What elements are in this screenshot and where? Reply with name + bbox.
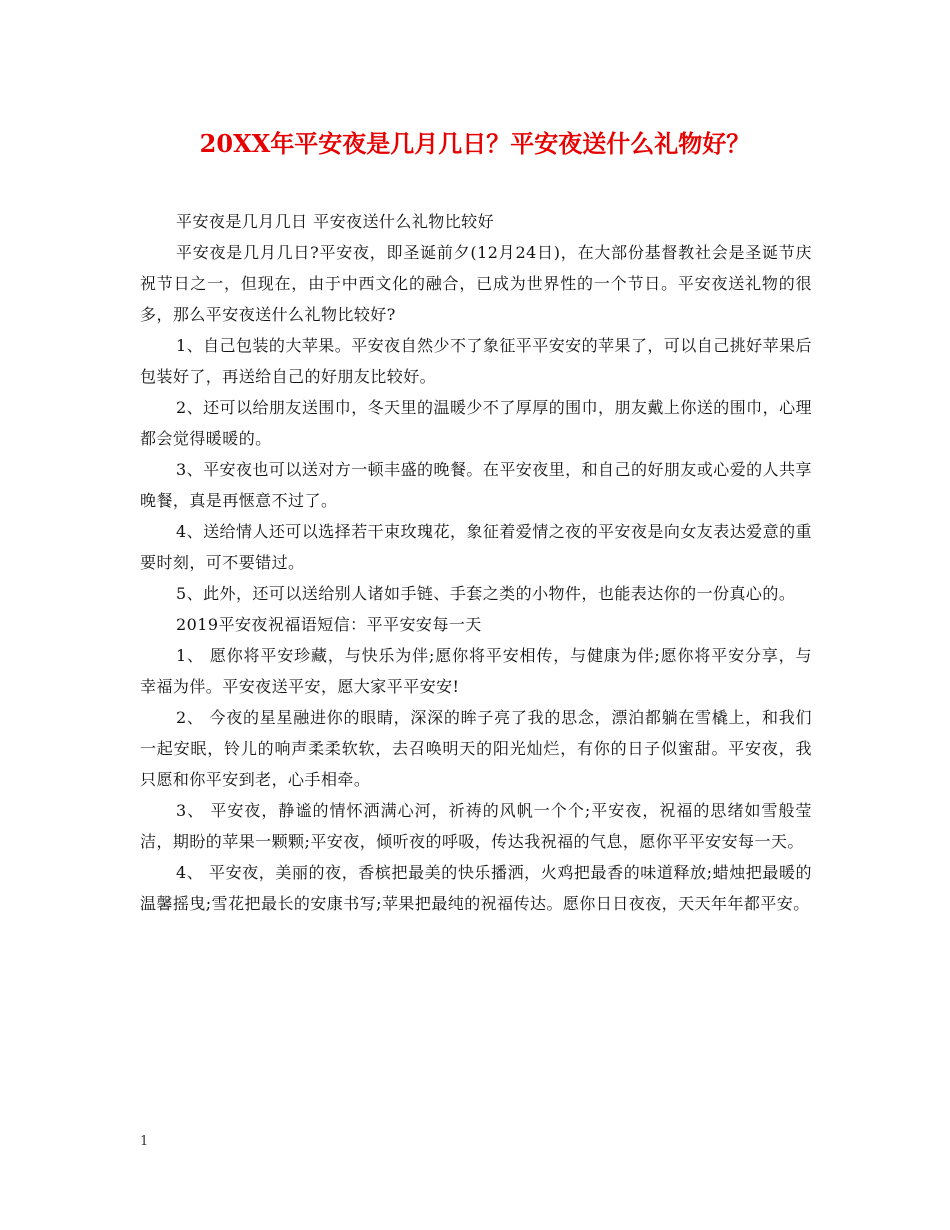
paragraph-wish-1: 1、 愿你将平安珍藏，与快乐为伴;愿你将平安相传，与健康为伴;愿你将平安分享，与幸福为伴。平安夜送平安，愿大家平平安安! bbox=[140, 646, 812, 696]
paragraph-subtitle: 平安夜是几月几日 平安夜送什么礼物比较好 bbox=[176, 212, 495, 231]
document-body bbox=[140, 206, 812, 919]
paragraph-gift-4: 4、送给情人还可以选择若干束玫瑰花，象征着爱情之夜的平安夜是向女友表达爱意的重要时刻，可不要错过。 bbox=[140, 522, 812, 572]
paragraph-intro: 平安夜是几月几日?平安夜，即圣诞前夕(12月24日)，在大部份基督教社会是圣诞节庆祝节日之一，但现在，由于中西文化的融合，已成为世界性的一个节日。平安夜送礼物的很多，那么平安夜送什么礼物比较好? bbox=[140, 243, 812, 324]
paragraph-wish-4: 4、 平安夜，美丽的夜，香槟把最美的快乐播洒，火鸡把最香的味道释放;蜡烛把最暖的温馨摇曳;雪花把最长的安康书写;苹果把最纯的祝福传达。愿你日日夜夜，天天年年都平安。 bbox=[140, 863, 812, 913]
document-title: 20XX年平安夜是几月几日？平安夜送什么礼物好？ bbox=[199, 129, 751, 158]
page-number: 1 bbox=[140, 1134, 149, 1149]
paragraph-gift-2: 2、还可以给朋友送围巾，冬天里的温暖少不了厚厚的围巾，朋友戴上你送的围巾，心理都会觉得暖暖的。 bbox=[140, 398, 812, 448]
paragraph-gift-1: 1、自己包装的大苹果。平安夜自然少不了象征平平安安的苹果了，可以自己挑好苹果后包装好了，再送给自己的好朋友比较好。 bbox=[140, 336, 812, 386]
paragraph-gift-5: 5、此外，还可以送给别人诸如手链、手套之类的小物件，也能表达你的一份真心的。 bbox=[176, 584, 796, 603]
paragraph-gift-3: 3、平安夜也可以送对方一顿丰盛的晚餐。在平安夜里，和自己的好朋友或心爱的人共享晚餐，真是再惬意不过了。 bbox=[140, 460, 812, 510]
paragraph-section-heading: 2019平安夜祝福语短信：平平安安每一天 bbox=[176, 615, 482, 634]
paragraph-wish-3: 3、 平安夜，静谧的情怀洒满心河，祈祷的风帆一个个;平安夜，祝福的思绪如雪般莹洁，期盼的苹果一颗颗;平安夜，倾听夜的呼吸，传达我祝福的气息，愿你平平安安每一天。 bbox=[140, 801, 812, 851]
paragraph-wish-2: 2、 今夜的星星融进你的眼睛，深深的眸子亮了我的思念，漂泊都躺在雪橇上，和我们一起安眠，铃儿的响声柔柔软软，去召唤明天的阳光灿烂，有你的日子似蜜甜。平安夜，我只愿和你平安到老，心手相牵。 bbox=[140, 708, 812, 789]
